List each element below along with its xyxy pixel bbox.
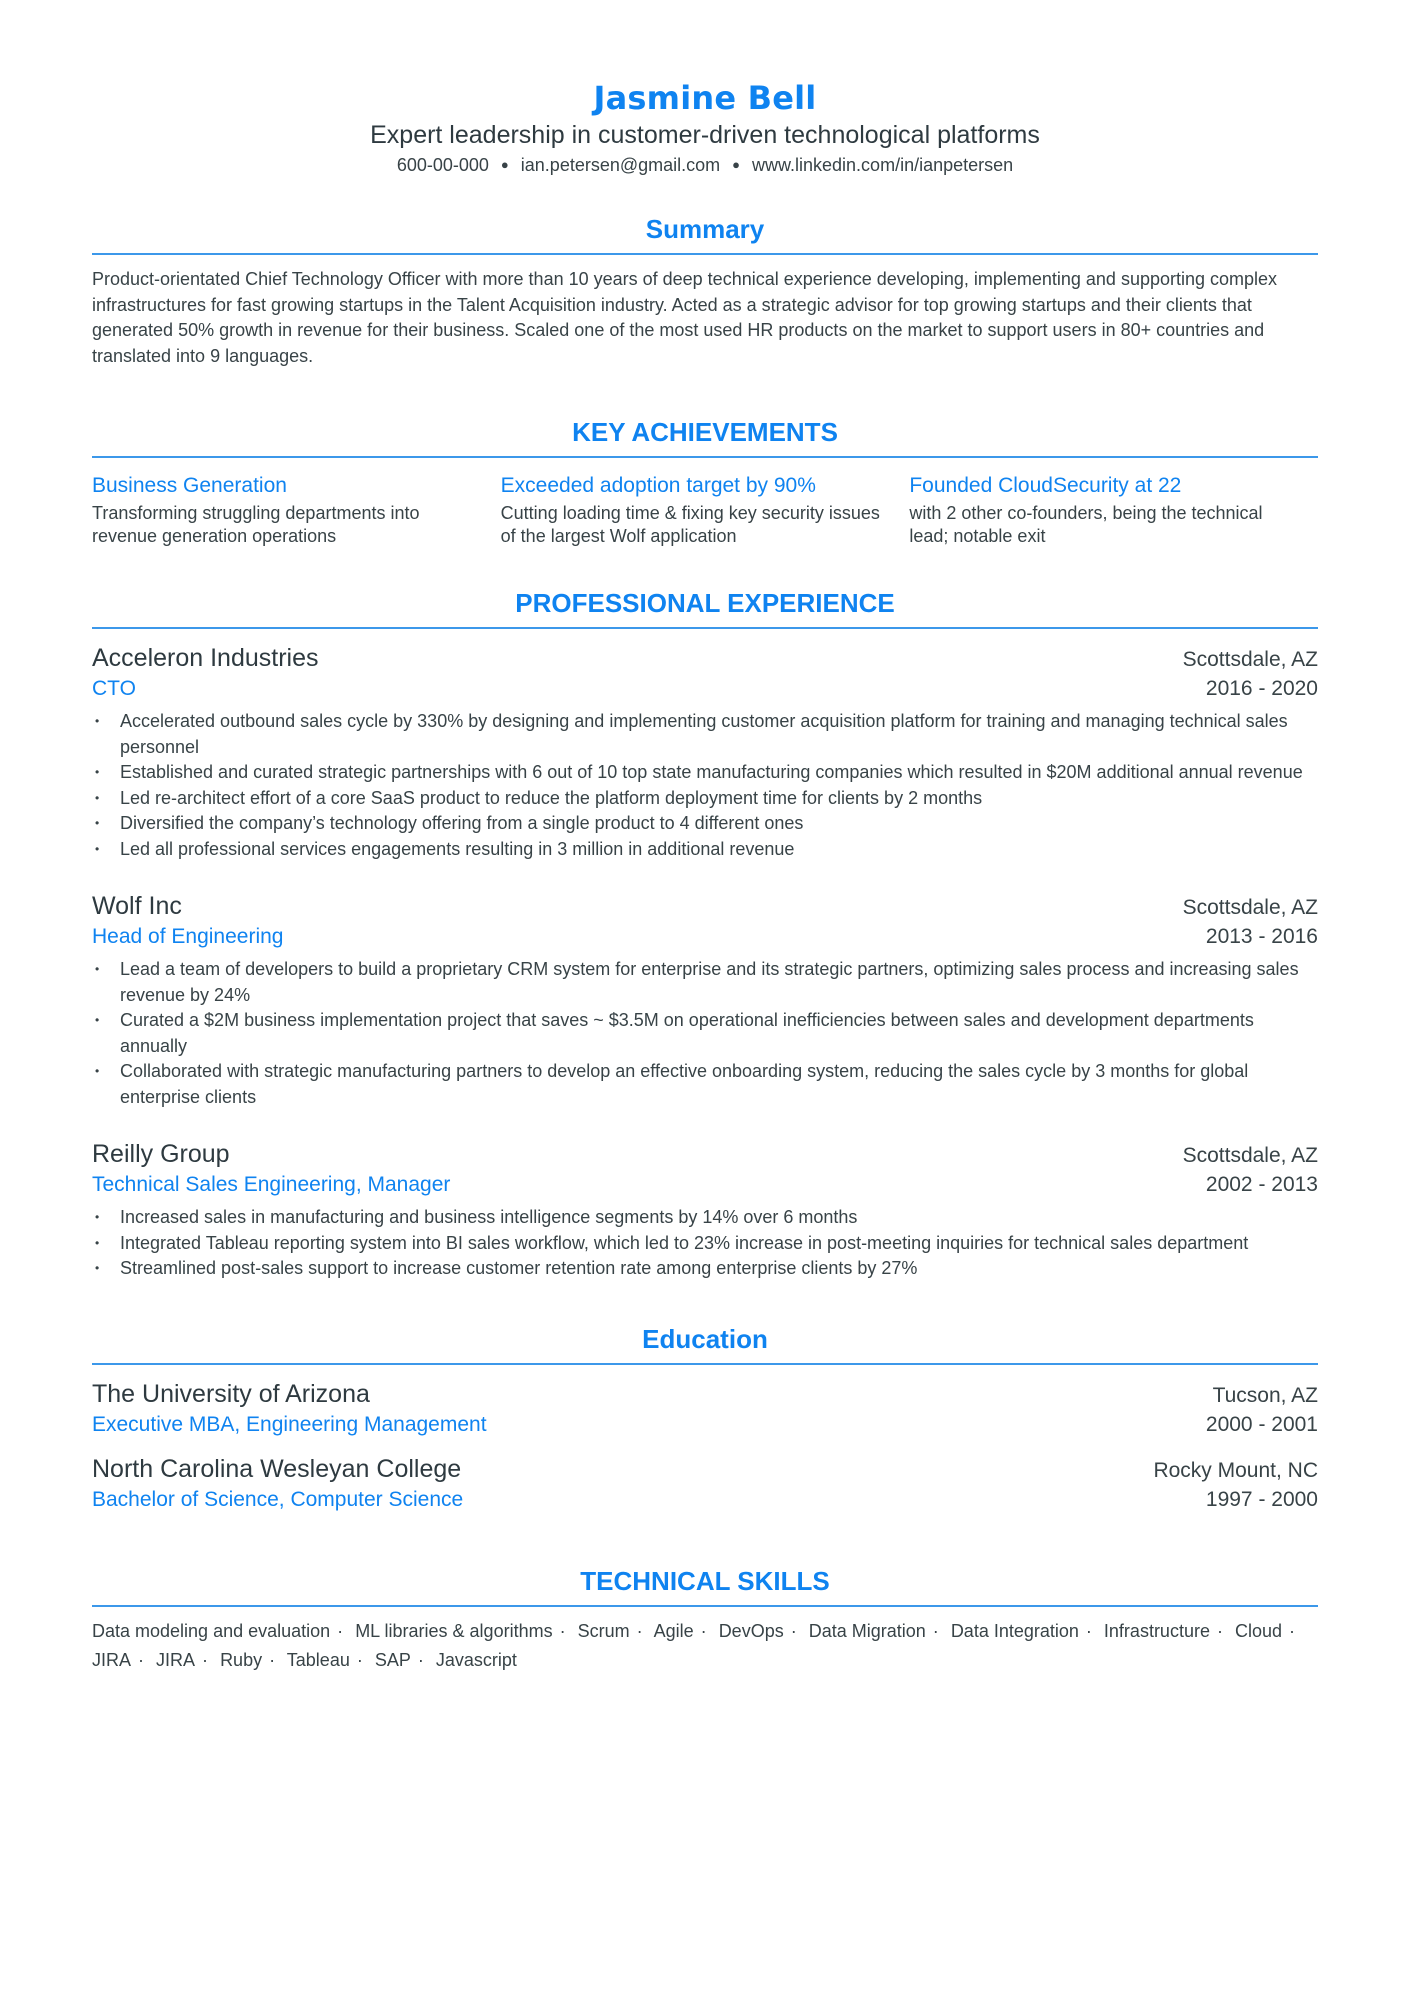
skill-separator: · bbox=[337, 1620, 344, 1641]
skill-item: Javascript bbox=[435, 1649, 517, 1670]
skill-item: Data Integration bbox=[950, 1620, 1079, 1641]
skill-separator: · bbox=[356, 1649, 363, 1670]
email-link[interactable]: ian.petersen@gmail.com bbox=[520, 155, 721, 175]
skill-item: Tableau bbox=[286, 1649, 350, 1670]
degree-row bbox=[92, 1411, 1318, 1439]
skill-item: Cloud bbox=[1234, 1620, 1283, 1641]
job-header-row bbox=[92, 642, 1318, 675]
skill-item: Agile bbox=[653, 1620, 694, 1641]
skill-separator: · bbox=[1085, 1620, 1092, 1641]
company-name: Wolf Inc bbox=[92, 892, 182, 920]
school-location: Tucson, AZ bbox=[1212, 1383, 1318, 1407]
degree-row bbox=[92, 1486, 1318, 1514]
achievements-section bbox=[92, 415, 1318, 548]
candidate-name: Jasmine Bell bbox=[593, 79, 817, 117]
job-entry bbox=[92, 642, 1318, 862]
job-dates: 2013 - 2016 bbox=[1205, 925, 1318, 948]
bullet-item: • Led re-architect effort of a core SaaS product to reduce the platform deployment time for clients by 2 months bbox=[92, 786, 1318, 812]
job-role: Technical Sales Engineering, Manager bbox=[92, 1173, 451, 1196]
company-name: Acceleron Industries bbox=[92, 644, 319, 672]
skill-item: Scrum bbox=[577, 1620, 630, 1641]
linkedin-link[interactable]: www.linkedin.com/in/ianpetersen bbox=[752, 155, 1014, 175]
section-title-achievements: KEY ACHIEVEMENTS bbox=[92, 415, 1318, 458]
summary-text: Product-orientated Chief Technology Officer with more than 10 years of deep technical experience developing, implementing and supporting complex infrastructures for fast growing startups in the Talent Acquisition industry. Acted as a strategic advisor for top growing startups and their clients that generated 50% growth in revenue for their business. Scaled one of the most used HR products on the market to support users in 80+ countries and translated into 9 languages. bbox=[92, 269, 1278, 366]
bullet-item: • Increased sales in manufacturing and business intelligence segments by 14% over 6 months bbox=[92, 1205, 1318, 1231]
degree-name: Bachelor of Science, Computer Science bbox=[92, 1487, 464, 1511]
achievement-description: Cutting loading time & fixing key security issues of the largest Wolf application bbox=[500, 503, 880, 546]
skill-item: Data modeling and evaluation bbox=[92, 1620, 331, 1641]
bullet-item: • Integrated Tableau reporting system into BI sales workflow, which led to 23% increase in post-meeting inquiries for technical sales department bbox=[92, 1231, 1318, 1257]
skill-separator: · bbox=[417, 1649, 424, 1670]
achievement-item bbox=[909, 472, 1318, 548]
skill-item: Ruby bbox=[220, 1649, 263, 1670]
achievement-description: Transforming struggling departments into revenue generation operations bbox=[92, 503, 420, 546]
education-dates: 2000 - 2001 bbox=[1205, 1412, 1318, 1436]
skill-separator: · bbox=[269, 1649, 276, 1670]
skill-item: JIRA bbox=[156, 1649, 196, 1670]
section-title-experience: PROFESSIONAL EXPERIENCE bbox=[92, 586, 1318, 629]
skill-separator: · bbox=[932, 1620, 939, 1641]
experience-section bbox=[92, 586, 1318, 1282]
school-name: The University of Arizona bbox=[92, 1379, 370, 1408]
resume-header bbox=[92, 0, 1318, 178]
achievement-description: with 2 other co-founders, being the technical lead; notable exit bbox=[909, 503, 1263, 546]
degree-name: Executive MBA, Engineering Management bbox=[92, 1412, 487, 1436]
skill-separator: · bbox=[138, 1649, 145, 1670]
skill-separator: · bbox=[700, 1620, 707, 1641]
bullet-item: • Diversified the company’s technology offering from a single product to 4 different ones bbox=[92, 811, 1318, 837]
bullet-item: • Lead a team of developers to build a proprietary CRM system for enterprise and its strategic partners, optimizing sales process and increasing sales revenue by 24% bbox=[92, 957, 1318, 1008]
skill-item: ML libraries & algorithms bbox=[355, 1620, 553, 1641]
achievement-title: Exceeded adoption target by 90% bbox=[500, 474, 816, 497]
job-location: Scottsdale, AZ bbox=[1182, 896, 1318, 919]
job-dates: 2002 - 2013 bbox=[1205, 1173, 1318, 1196]
achievement-item bbox=[92, 472, 501, 548]
bullet-item: • Led all professional services engagements resulting in 3 million in additional revenue bbox=[92, 837, 1318, 863]
skill-separator: · bbox=[559, 1620, 566, 1641]
skill-item: Data Migration bbox=[808, 1620, 926, 1641]
job-role-row bbox=[92, 675, 1318, 703]
school-location: Rocky Mount, NC bbox=[1153, 1458, 1318, 1482]
phone-number: 600-00-000 bbox=[396, 155, 489, 175]
skill-item: JIRA bbox=[92, 1649, 132, 1670]
summary-section bbox=[92, 212, 1318, 369]
job-bullets bbox=[92, 709, 1318, 862]
bullet-item: • Collaborated with strategic manufacturing partners to develop an effective onboarding system, reducing the sales cycle by 3 months for global enterprise clients bbox=[92, 1059, 1318, 1110]
job-entry bbox=[92, 1138, 1318, 1282]
job-role: CTO bbox=[92, 677, 136, 700]
education-entry bbox=[92, 1453, 1318, 1514]
job-entry bbox=[92, 890, 1318, 1110]
achievements-grid bbox=[92, 472, 1318, 548]
education-section bbox=[92, 1322, 1318, 1514]
skill-item: Infrastructure bbox=[1103, 1620, 1210, 1641]
job-location: Scottsdale, AZ bbox=[1182, 648, 1318, 671]
achievement-item bbox=[501, 472, 910, 548]
separator-dot-icon: ● bbox=[732, 157, 741, 172]
job-role-row bbox=[92, 923, 1318, 951]
school-name: North Carolina Wesleyan College bbox=[92, 1454, 462, 1483]
job-role-row bbox=[92, 1171, 1318, 1199]
job-header-row bbox=[92, 1138, 1318, 1171]
skills-section bbox=[92, 1564, 1318, 1675]
company-name: Reilly Group bbox=[92, 1140, 230, 1168]
bullet-item: • Streamlined post-sales support to increase customer retention rate among enterprise clients by 27% bbox=[92, 1256, 1318, 1282]
skill-separator: · bbox=[636, 1620, 643, 1641]
job-location: Scottsdale, AZ bbox=[1182, 1144, 1318, 1167]
skill-item: SAP bbox=[374, 1649, 411, 1670]
job-header-row bbox=[92, 890, 1318, 923]
job-bullets bbox=[92, 1205, 1318, 1282]
education-dates: 1997 - 2000 bbox=[1205, 1487, 1318, 1511]
skill-separator: · bbox=[1289, 1620, 1296, 1641]
school-header-row bbox=[92, 1378, 1318, 1411]
bullet-item: • Curated a $2M business implementation project that saves ~ $3.5M on operational inefficiencies between sales and development departments annually bbox=[92, 1008, 1318, 1059]
job-role: Head of Engineering bbox=[92, 925, 284, 948]
education-entry bbox=[92, 1378, 1318, 1439]
separator-dot-icon: ● bbox=[500, 157, 509, 172]
school-header-row bbox=[92, 1453, 1318, 1486]
job-bullets bbox=[92, 957, 1318, 1110]
contact-line bbox=[92, 152, 1318, 178]
bullet-item: • Established and curated strategic partnerships with 6 out of 10 top state manufacturing companies which resulted in $20M additional annual revenue bbox=[92, 760, 1318, 786]
section-title-summary: Summary bbox=[92, 212, 1318, 255]
section-title-education: Education bbox=[92, 1322, 1318, 1365]
bullet-item: • Accelerated outbound sales cycle by 330% by designing and implementing customer acquisition platform for training and managing technical sales personnel bbox=[92, 709, 1318, 760]
skill-separator: · bbox=[202, 1649, 209, 1670]
candidate-headline: Expert leadership in customer-driven technological platforms bbox=[370, 121, 1040, 149]
achievement-title: Founded CloudSecurity at 22 bbox=[909, 474, 1182, 497]
job-dates: 2016 - 2020 bbox=[1205, 677, 1318, 700]
skill-item: DevOps bbox=[718, 1620, 784, 1641]
skill-separator: · bbox=[1216, 1620, 1223, 1641]
skills-list bbox=[92, 1617, 1318, 1675]
skill-separator: · bbox=[790, 1620, 797, 1641]
section-title-skills: TECHNICAL SKILLS bbox=[92, 1564, 1318, 1607]
achievement-title: Business Generation bbox=[92, 474, 287, 497]
